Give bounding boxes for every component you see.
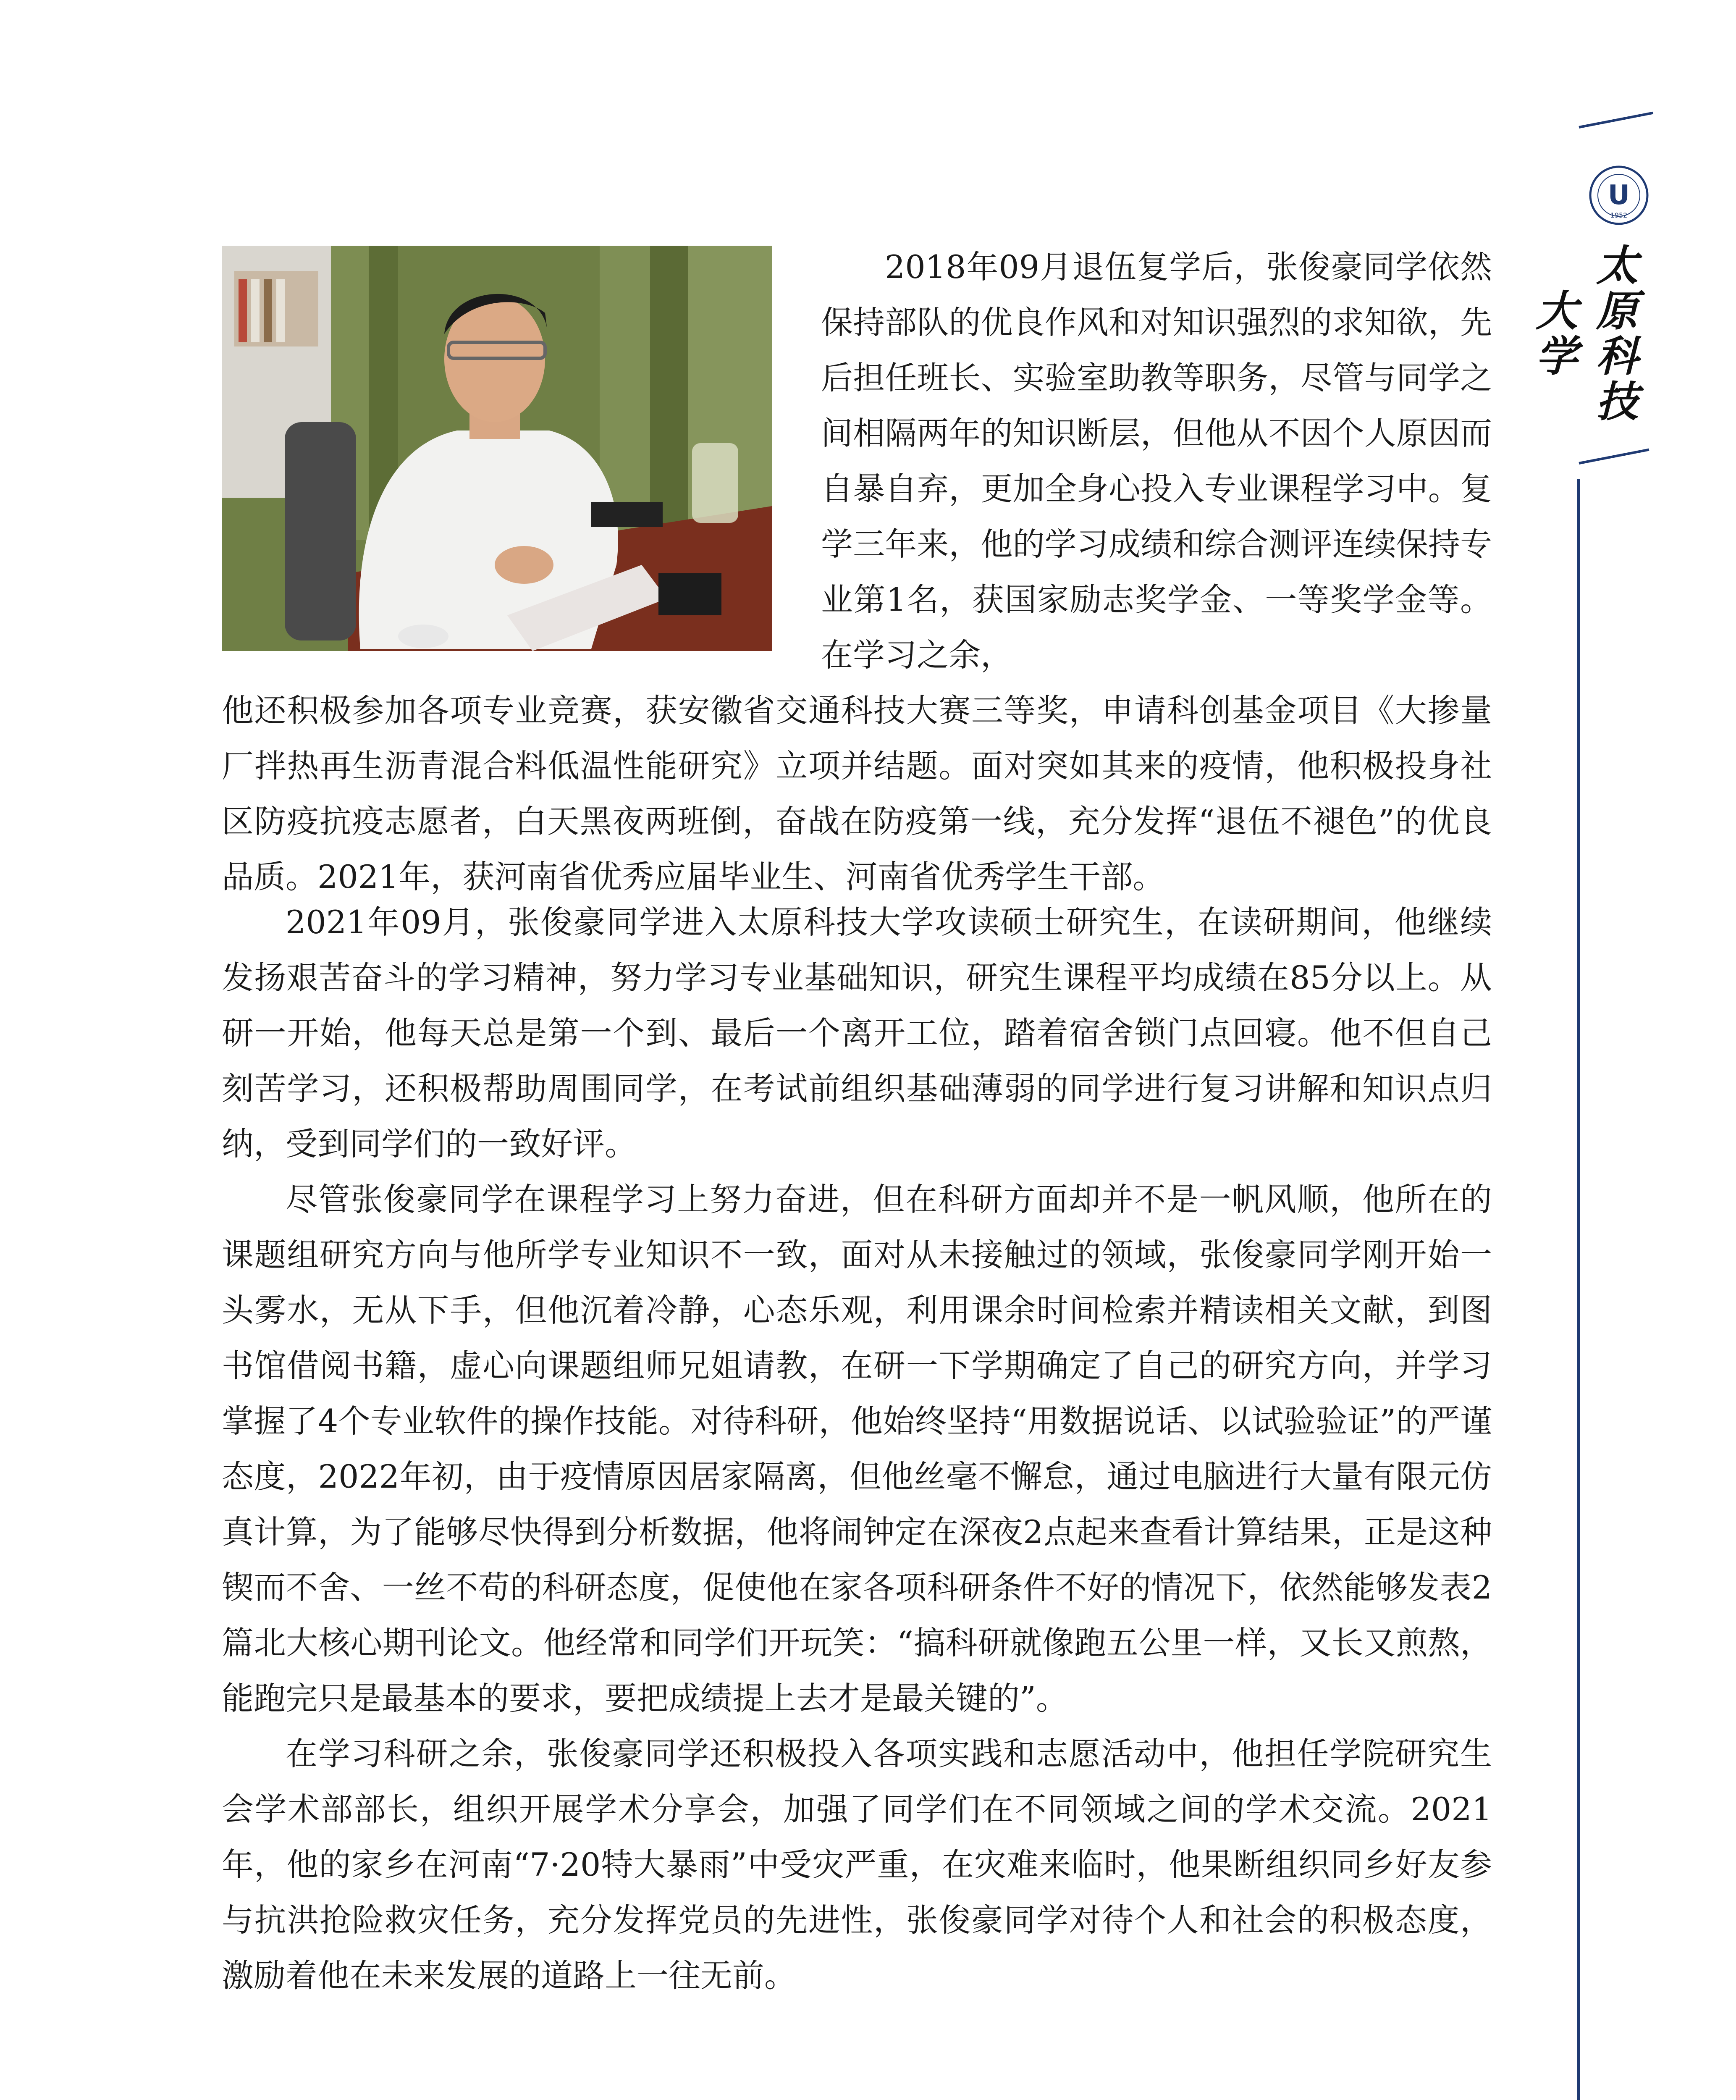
paragraph-1-beside-photo: [821, 239, 1492, 683]
student-at-desk-photo-icon: [222, 246, 772, 651]
paragraph-1-text-a: 2018年09月退伍复学后，张俊豪同学依然保持部队的优良作风和对知识强烈的求知欲，先后担任班长、实验室助教等职务，尽管与同学之间相隔两年的知识断层，但他从不因个人原因而自暴自弃，更加全身心投入专业课程学习中。复学三年来，他的学习成绩和综合测评连续保持专业第1名，获国家励志奖学金、一等奖学金等。在学习之余，: [821, 248, 1492, 674]
university-logo-icon: [1587, 164, 1650, 227]
paragraph-4: 在学习科研之余，张俊豪同学还积极投入各项实践和志愿活动中，他担任学院研究生会学术部部长，组织开展学术分享会，加强了同学们在不同领域之间的学术交流。2021年，他的家乡在河南“7·20特大暴雨”中受灾严重，在灾难来临时，他果断组织同乡好友参与抗洪抢险救灾任务，充分发挥党员的先进性，张俊豪同学对待个人和社会的积极态度，激励着他在未来发展的道路上一往无前。: [222, 1735, 1492, 1994]
logo-letter: U: [1608, 180, 1630, 211]
paragraph-2: 2021年09月，张俊豪同学进入太原科技大学攻读硕士研究生，在读研期间，他继续发扬艰苦奋斗的学习精神，努力学习专业基础知识，研究生课程平均成绩在85分以上。从研一开始，他每天总是第一个到、最后一个离开工位，踏着宿舍锁门点回寝。他不但自己刻苦学习，还积极帮助周围同学，在考试前组织基础薄弱的同学进行复习讲解和知识点归纳，受到同学们的一致好评。: [222, 903, 1492, 1163]
article-body: [222, 895, 1492, 2003]
school-name-vertical: 太原科技大学: [1529, 243, 1639, 425]
logo-year: 1952: [1610, 211, 1628, 219]
student-photo: [222, 246, 772, 651]
paragraph-3: 尽管张俊豪同学在课程学习上努力奋进，但在科研方面却并不是一帆风顺，他所在的课题组研究方向与他所学专业知识不一致，面对从未接触过的领域，张俊豪同学刚开始一头雾水，无从下手，但他沉着冷静，心态乐观，利用课余时间检索并精读相关文献，到图书馆借阅书籍，虚心向课题组师兄姐请教，在研一下学期确定了自己的研究方向，并学习掌握了4个专业软件的操作技能。对待科研，他始终坚持“用数据说话、以试验验证”的严谨态度，2022年初，由于疫情原因居家隔离，但他丝毫不懈怠，通过电脑进行大量有限元仿真计算，为了能够尽快得到分析数据，他将闹钟定在深夜2点起来查看计算结果，正是这种锲而不舍、一丝不苟的科研态度，促使他在家各项科研条件不好的情况下，依然能够发表2篇北大核心期刊论文。他经常和同学们开玩笑：“搞科研就像跑五公里一样，又长又煎熬，能跑完只是最基本的要求，要把成绩提上去才是最关键的”。: [222, 1181, 1492, 1717]
paragraph-1-continuation: 他还积极参加各项专业竞赛，获安徽省交通科技大赛三等奖，申请科创基金项目《大掺量厂拌热再生沥青混合料低温性能研究》立项并结题。面对突如其来的疫情，他积极投身社区防疫抗疫志愿者，白天黑夜两班倒，奋战在防疫第一线，充分发挥“退伍不褪色”的优良品质。2021年，获河南省优秀应届毕业生、河南省优秀学生干部。: [222, 692, 1492, 895]
header-accent-line: [1579, 112, 1653, 129]
header-accent-line-lower: [1579, 449, 1649, 465]
margin-vertical-rule: [1577, 479, 1580, 2100]
